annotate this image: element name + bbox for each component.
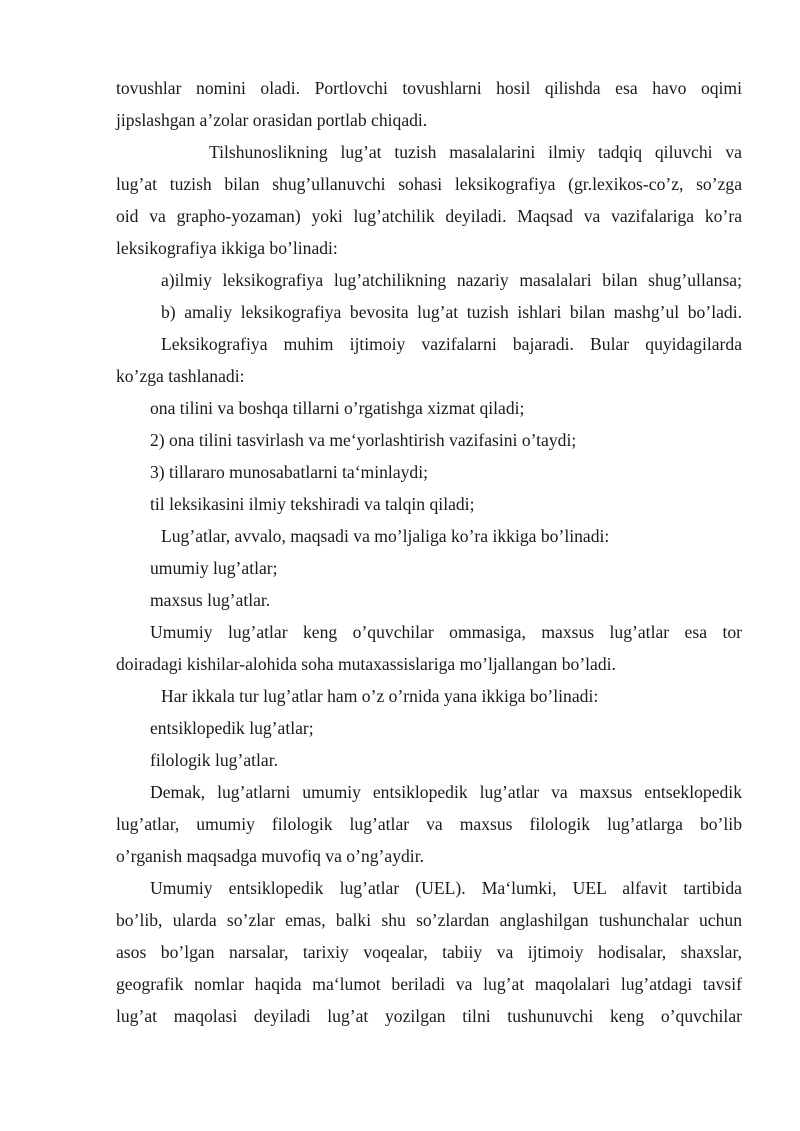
- list-item: ona tilini va boshqa tillarni o’rgatishga xizmat qiladi;: [150, 398, 525, 418]
- text-line: Leksikografiya muhim ijtimoiy vazifalarni bajaradi. Bular quyidagilarda: [161, 334, 742, 354]
- list-item: umumiy lug’atlar;: [150, 558, 278, 578]
- list-item: entsiklopedik lug’atlar;: [150, 718, 314, 738]
- text-line: lug’at maqolasi deyiladi lug’at yozilgan tilni tushunuvchi keng o’quvchilar: [116, 1006, 742, 1026]
- text-line: Har ikkala tur lug’atlar ham o’z o’rnida yana ikkiga bo’linadi:: [161, 686, 599, 706]
- text-line: jipslashgan a’zolar orasidan portlab chiqadi.: [116, 110, 428, 130]
- text-line: geografik nomlar haqida ma‘lumot beriladi va lug’at maqolalari lug’atdagi tavsif: [116, 974, 742, 994]
- text-line: oid va grapho-yozaman) yoki lug’atchilik deyiladi. Maqsad va vazifalariga ko’ra: [116, 206, 742, 226]
- list-item: filologik lug’atlar.: [150, 750, 279, 770]
- text-line: asos bo’lgan narsalar, tarixiy voqealar, tabiiy va ijtimoiy hodisalar, shaxslar,: [116, 942, 742, 962]
- text-line: doiradagi kishilar-alohida soha mutaxassislariga mo’ljallangan bo’ladi.: [116, 654, 616, 674]
- list-item: maxsus lug’atlar.: [150, 590, 271, 610]
- text-line: Umumiy entsiklopedik lug’atlar (UEL). Ma‘lumki, UEL alfavit tartibida: [150, 878, 742, 898]
- text-line: Tilshunoslikning lug’at tuzish masalalarini ilmiy tadqiq qiluvchi va: [209, 142, 742, 162]
- text-line: bo’lib, ularda so’zlar emas, balki shu so’zlardan anglashilgan tushunchalar uchun: [116, 910, 742, 930]
- text-line: lug’at tuzish bilan shug’ullanuvchi sohasi leksikografiya (gr.lexikos-co’z, so’zga: [116, 174, 742, 194]
- list-item: til leksikasini ilmiy tekshiradi va talqin qiladi;: [150, 494, 475, 514]
- text-line: a)ilmiy leksikografiya lug’atchilikning nazariy masalalari bilan shug’ullansa;: [161, 270, 742, 290]
- text-line: Umumiy lug’atlar keng o’quvchilar ommasiga, maxsus lug’atlar esa tor: [150, 622, 742, 642]
- text-line: b) amaliy leksikografiya bevosita lug’at tuzish ishlari bilan mashg’ul bo’ladi.: [161, 302, 742, 322]
- list-item: 2) ona tilini tasvirlash va me‘yorlashtirish vazifasini o’taydi;: [150, 430, 577, 450]
- text-line: lug’atlar, umumiy filologik lug’atlar va maxsus filologik lug’atlarga bo’lib: [116, 814, 742, 834]
- text-line: o’rganish maqsadga muvofiq va o’ng’aydir.: [116, 846, 424, 866]
- text-line: tovushlar nomini oladi. Portlovchi tovushlarni hosil qilishda esa havo oqimi: [116, 78, 742, 98]
- text-line: Demak, lug’atlarni umumiy entsiklopedik lug’atlar va maxsus entseklopedik: [150, 782, 742, 802]
- text-line: leksikografiya ikkiga bo’linadi:: [116, 238, 338, 258]
- text-line: Lug’atlar, avvalo, maqsadi va mo’ljaliga ko’ra ikkiga bo’linadi:: [161, 526, 610, 546]
- text-line: ko’zga tashlanadi:: [116, 366, 245, 386]
- list-item: 3) tillararo munosabatlarni ta‘minlaydi;: [150, 462, 428, 482]
